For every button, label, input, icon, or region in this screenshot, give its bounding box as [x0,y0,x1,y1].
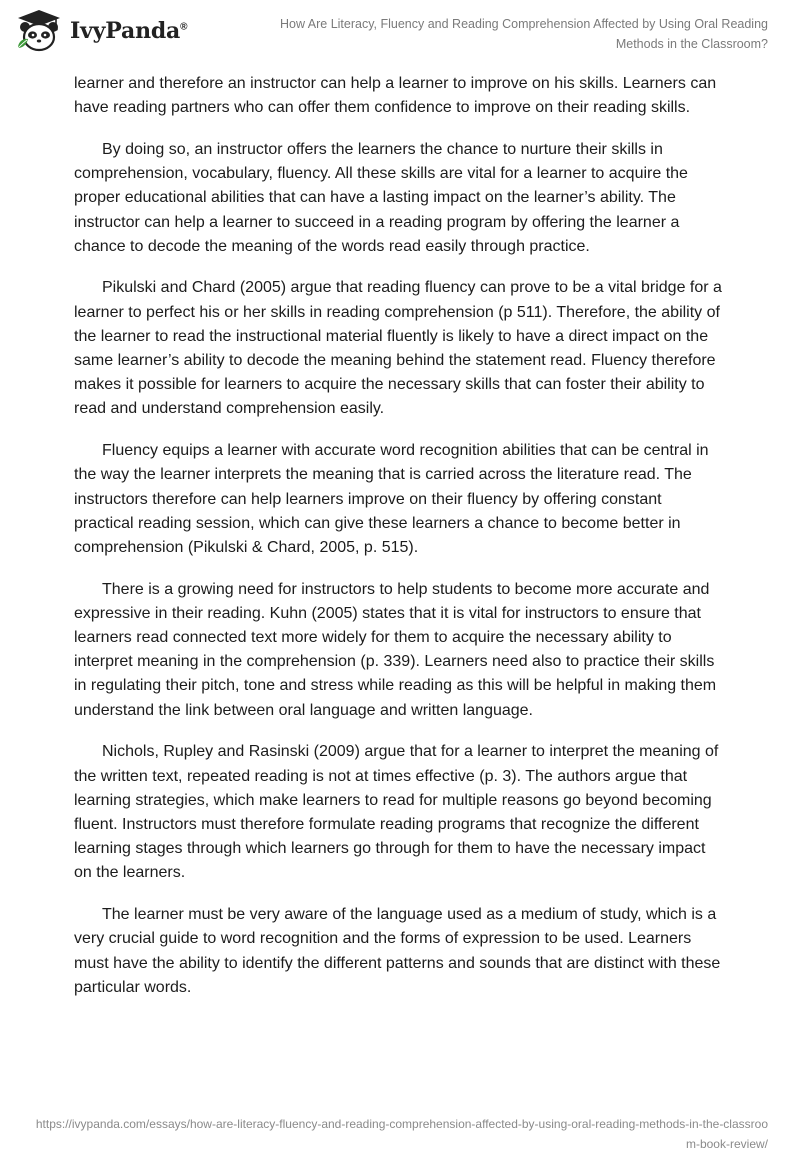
paragraph: Nichols, Rupley and Rasinski (2009) argue that for a learner to interpret the meaning of the written text, repeated reading is not at times effective (p. 3). The authors argue that learning strategies, which make learners to read for multiple reasons go beyond becoming fluent. Instructors must therefore formulate reading programs that recognize the different learning stages through which learners go through for them to have the necessary impact on the learners. [74,743,719,882]
paragraph: There is a growing need for instructors to help students to become more accurate and expressive in their reading. Kuhn (2005) states that it is vital for instructors to ensure that learners read connected text more widely for them to acquire the necessary ability to interpret meaning in the comprehension (p. 339). Learners need also to practice their skills in regulating their pitch, tone and stress while reading as this will be helpful in making them understand the link between oral language and written language. [74,580,717,719]
paragraph: Fluency equips a learner with accurate word recognition abilities that can be central in the way the learner interprets the meaning that is carried across the literature read. The instructors therefore can help learners improve on their fluency by offering constant practical reading session, which can give these learners a chance to become better in comprehension (Pikulski & Chard, 2005, p. 515). [74,442,709,556]
brand-name: IvyPanda® [70,18,188,44]
paragraph: Pikulski and Chard (2005) argue that reading fluency can prove to be a vital bridge for a learner to perfect his or her skills in reading comprehension (p 511). Therefore, the ability of the learner to read the instructional material fluently is likely to have a direct impact on the same learner’s ability to decode the meaning behind the statement read. Fluency therefore makes it possible for learners to acquire the necessary skills that can foster their ability to read and understand comprehension easily. [74,279,722,418]
source-url[interactable]: https://ivypanda.com/essays/how-are-literacy-fluency-and-reading-comprehension-affected-by-using-oral-reading-methods-in-the-classroom-book-review/ [35,1117,768,1151]
panda-graduate-icon [14,8,64,54]
paragraph: learner and therefore an instructor can help a learner to improve on his skills. Learners can have reading partners who can offer them confidence to improve on their reading skills. [74,75,717,117]
page-header [0,0,800,66]
ivypanda-logo[interactable] [14,8,187,54]
document-title: How Are Literacy, Fluency and Reading Comprehension Affected by Using Oral Reading Methods in the Classroom? [279,17,768,51]
essay-body [74,72,724,1017]
paragraph: By doing so, an instructor offers the learners the chance to nurture their skills in comprehension, vocabulary, fluency. All these skills are vital for a learner to acquire the proper educational abilities that can have a lasting impact on the learner’s ability. The instructor can help a learner to succeed in a reading program by offering the learner a chance to decode the meaning of the words read easily through practice. [74,140,688,255]
paragraph: The learner must be very aware of the language used as a medium of study, which is a very crucial guide to word recognition and the forms of expression to be used. Learners must have the ability to identify the different patterns and sounds that are distinct with these particular words. [74,906,721,996]
